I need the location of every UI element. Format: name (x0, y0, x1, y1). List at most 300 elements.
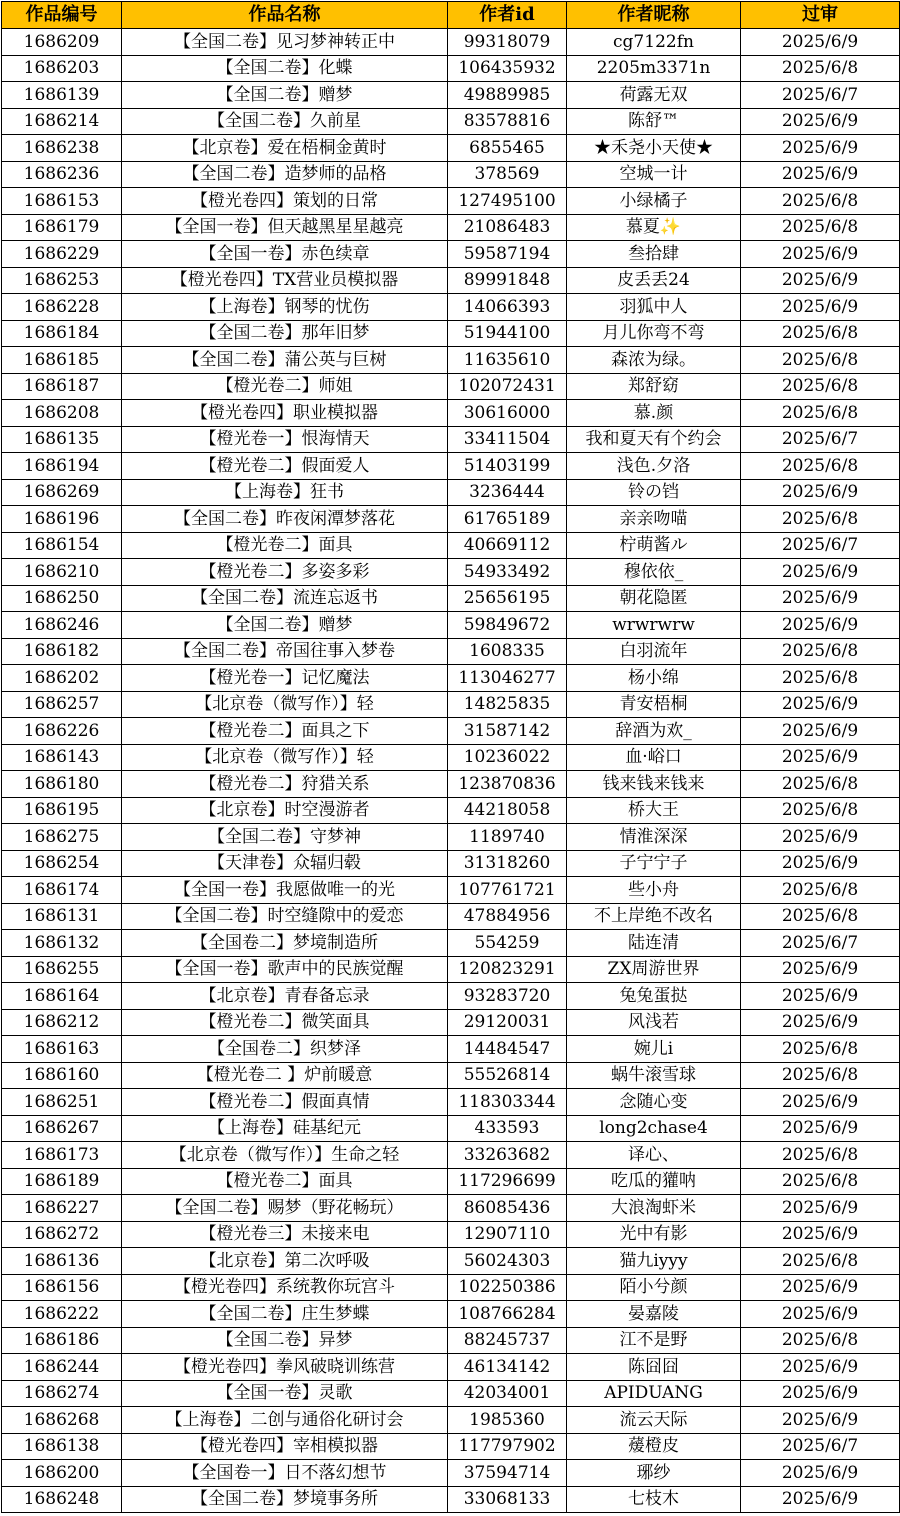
author-id-cell: 106435932 (448, 55, 567, 82)
table-row (2, 771, 900, 798)
work-id-cell: 1686186 (2, 1327, 122, 1354)
work-id-cell: 1686212 (2, 1009, 122, 1036)
work-title-cell: 【全国卷二】织梦泽 (122, 1036, 448, 1063)
author-nickname-cell: 慕夏✨ (567, 214, 741, 241)
author-id-cell: 59587194 (448, 241, 567, 268)
author-id-cell: 102250386 (448, 1274, 567, 1301)
work-title-cell: 【橙光卷二】面具 (122, 1168, 448, 1195)
work-title-cell: 【全国二卷】庄生梦蝶 (122, 1301, 448, 1328)
table-row (2, 930, 900, 957)
header-author-id: 作者id (448, 2, 567, 29)
work-id-cell: 1686238 (2, 135, 122, 162)
author-id-cell: 33263682 (448, 1142, 567, 1169)
work-id-cell: 1686138 (2, 1433, 122, 1460)
work-title-cell: 【全国二卷】异梦 (122, 1327, 448, 1354)
table-row (2, 426, 900, 453)
author-nickname-cell: 光中有影 (567, 1221, 741, 1248)
author-id-cell: 61765189 (448, 506, 567, 533)
table-row (2, 1327, 900, 1354)
author-nickname-cell: 2205m3371n (567, 55, 741, 82)
approved-date-cell: 2025/6/9 (741, 1274, 900, 1301)
approved-date-cell: 2025/6/8 (741, 1036, 900, 1063)
author-nickname-cell: 青安梧桐 (567, 691, 741, 718)
author-id-cell: 54933492 (448, 559, 567, 586)
work-title-cell: 【全国二卷】梦境事务所 (122, 1486, 448, 1513)
table-row (2, 267, 900, 294)
author-id-cell: 127495100 (448, 188, 567, 215)
approved-date-cell: 2025/6/9 (741, 585, 900, 612)
author-nickname-cell: 流云天际 (567, 1407, 741, 1434)
approved-date-cell: 2025/6/8 (741, 797, 900, 824)
author-nickname-cell: 月儿你弯不弯 (567, 320, 741, 347)
work-id-cell: 1686202 (2, 665, 122, 692)
work-id-cell: 1686132 (2, 930, 122, 957)
table-row (2, 1142, 900, 1169)
table-row (2, 55, 900, 82)
approved-date-cell: 2025/6/9 (741, 241, 900, 268)
author-nickname-cell: 钱来钱来钱来 (567, 771, 741, 798)
approved-date-cell: 2025/6/8 (741, 55, 900, 82)
approved-date-cell: 2025/6/9 (741, 824, 900, 851)
work-title-cell: 【橙光卷四】TX营业员模拟器 (122, 267, 448, 294)
table-row (2, 1036, 900, 1063)
header-author-nickname: 作者昵称 (567, 2, 741, 29)
work-title-cell: 【橙光卷四】系统教你玩宫斗 (122, 1274, 448, 1301)
table-row (2, 797, 900, 824)
table-row (2, 506, 900, 533)
author-nickname-cell: 大浪淘虾米 (567, 1195, 741, 1222)
approved-date-cell: 2025/6/9 (741, 1115, 900, 1142)
approved-date-cell: 2025/6/8 (741, 188, 900, 215)
table-row (2, 585, 900, 612)
author-id-cell: 21086483 (448, 214, 567, 241)
author-nickname-cell: 子宁宁子 (567, 850, 741, 877)
table-row (2, 241, 900, 268)
table-row (2, 850, 900, 877)
work-id-cell: 1686253 (2, 267, 122, 294)
work-id-cell: 1686267 (2, 1115, 122, 1142)
approved-date-cell: 2025/6/9 (741, 1486, 900, 1513)
table-row (2, 214, 900, 241)
work-title-cell: 【橙光卷四】职业模拟器 (122, 400, 448, 427)
table-row (2, 532, 900, 559)
approved-date-cell: 2025/6/8 (741, 320, 900, 347)
approved-date-cell: 2025/6/8 (741, 1327, 900, 1354)
author-id-cell: 117797902 (448, 1433, 567, 1460)
author-id-cell: 83578816 (448, 108, 567, 135)
author-id-cell: 120823291 (448, 956, 567, 983)
author-nickname-cell: 蜗牛滚雪球 (567, 1062, 741, 1089)
author-id-cell: 51944100 (448, 320, 567, 347)
author-id-cell: 25656195 (448, 585, 567, 612)
author-id-cell: 56024303 (448, 1248, 567, 1275)
work-title-cell: 【上海卷】二创与通俗化研讨会 (122, 1407, 448, 1434)
author-nickname-cell: 空城一计 (567, 161, 741, 188)
table-row (2, 29, 900, 56)
author-nickname-cell: 羽狐中人 (567, 294, 741, 321)
work-id-cell: 1686272 (2, 1221, 122, 1248)
work-title-cell: 【橙光卷二】师姐 (122, 373, 448, 400)
approved-date-cell: 2025/6/9 (741, 744, 900, 771)
author-id-cell: 107761721 (448, 877, 567, 904)
author-nickname-cell: 亲亲吻喵 (567, 506, 741, 533)
table-row (2, 347, 900, 374)
table-row (2, 135, 900, 162)
table-body (2, 29, 900, 1513)
work-title-cell: 【全国卷二】梦境制造所 (122, 930, 448, 957)
author-id-cell: 88245737 (448, 1327, 567, 1354)
author-nickname-cell: ZX周游世界 (567, 956, 741, 983)
work-id-cell: 1686185 (2, 347, 122, 374)
author-id-cell: 37594714 (448, 1460, 567, 1487)
approved-date-cell: 2025/6/9 (741, 108, 900, 135)
work-id-cell: 1686153 (2, 188, 122, 215)
work-id-cell: 1686244 (2, 1354, 122, 1381)
table-row (2, 1248, 900, 1275)
author-nickname-cell: 叁拾肆 (567, 241, 741, 268)
table-row (2, 877, 900, 904)
approved-date-cell: 2025/6/9 (741, 983, 900, 1010)
author-id-cell: 118303344 (448, 1089, 567, 1116)
work-title-cell: 【北京卷】青春备忘录 (122, 983, 448, 1010)
table-row (2, 1407, 900, 1434)
author-nickname-cell: 浅色.夕洛 (567, 453, 741, 480)
work-title-cell: 【全国二卷】赠梦 (122, 612, 448, 639)
work-title-cell: 【北京卷】时空漫游者 (122, 797, 448, 824)
work-title-cell: 【橙光卷二】面具 (122, 532, 448, 559)
author-nickname-cell: 陌小兮颜 (567, 1274, 741, 1301)
work-title-cell: 【天津卷】众辐归毂 (122, 850, 448, 877)
author-id-cell: 33068133 (448, 1486, 567, 1513)
work-title-cell: 【全国二卷】赠梦 (122, 82, 448, 109)
author-nickname-cell: 江不是野 (567, 1327, 741, 1354)
table-row (2, 108, 900, 135)
author-nickname-cell: 蕿橙皮 (567, 1433, 741, 1460)
author-nickname-cell: 郑舒窈 (567, 373, 741, 400)
author-nickname-cell: 琊纱 (567, 1460, 741, 1487)
work-id-cell: 1686257 (2, 691, 122, 718)
author-id-cell: 86085436 (448, 1195, 567, 1222)
approved-date-cell: 2025/6/8 (741, 1142, 900, 1169)
work-id-cell: 1686248 (2, 1486, 122, 1513)
author-nickname-cell: 铃の铛 (567, 479, 741, 506)
author-id-cell: 113046277 (448, 665, 567, 692)
author-id-cell: 93283720 (448, 983, 567, 1010)
author-id-cell: 33411504 (448, 426, 567, 453)
work-title-cell: 【全国二卷】赐梦（野花畅玩） (122, 1195, 448, 1222)
approved-date-cell: 2025/6/9 (741, 1354, 900, 1381)
author-nickname-cell: ★禾尧小天使★ (567, 135, 741, 162)
author-id-cell: 30616000 (448, 400, 567, 427)
table-row (2, 1089, 900, 1116)
work-id-cell: 1686274 (2, 1380, 122, 1407)
table-row (2, 1115, 900, 1142)
approved-date-cell: 2025/6/9 (741, 1009, 900, 1036)
work-title-cell: 【橙光卷二】微笑面具 (122, 1009, 448, 1036)
table-row (2, 188, 900, 215)
work-id-cell: 1686131 (2, 903, 122, 930)
author-nickname-cell: APIDUANG (567, 1380, 741, 1407)
work-title-cell: 【北京卷（微写作）】生命之轻 (122, 1142, 448, 1169)
approved-date-cell: 2025/6/9 (741, 691, 900, 718)
work-id-cell: 1686156 (2, 1274, 122, 1301)
approved-date-cell: 2025/6/9 (741, 718, 900, 745)
approved-date-cell: 2025/6/9 (741, 1195, 900, 1222)
author-nickname-cell: 晏嘉陵 (567, 1301, 741, 1328)
approved-date-cell: 2025/6/8 (741, 453, 900, 480)
author-id-cell: 31587142 (448, 718, 567, 745)
author-id-cell: 51403199 (448, 453, 567, 480)
author-nickname-cell: 兔兔蛋挞 (567, 983, 741, 1010)
work-title-cell: 【上海卷】硅基纪元 (122, 1115, 448, 1142)
approved-date-cell: 2025/6/8 (741, 903, 900, 930)
author-nickname-cell: cg7122fn (567, 29, 741, 56)
header-row (2, 2, 900, 29)
approved-date-cell: 2025/6/9 (741, 135, 900, 162)
table-row (2, 1009, 900, 1036)
work-id-cell: 1686195 (2, 797, 122, 824)
approved-date-cell: 2025/6/9 (741, 1380, 900, 1407)
approved-date-cell: 2025/6/9 (741, 1089, 900, 1116)
work-id-cell: 1686139 (2, 82, 122, 109)
work-title-cell: 【北京卷】爱在梧桐金黄时 (122, 135, 448, 162)
work-title-cell: 【全国一卷】但天越黑星星越亮 (122, 214, 448, 241)
header-approved-date: 过审 (741, 2, 900, 29)
approved-date-cell: 2025/6/7 (741, 1433, 900, 1460)
work-title-cell: 【橙光卷二】面具之下 (122, 718, 448, 745)
work-title-cell: 【橙光卷一】恨海情天 (122, 426, 448, 453)
work-id-cell: 1686268 (2, 1407, 122, 1434)
work-id-cell: 1686164 (2, 983, 122, 1010)
work-title-cell: 【全国一卷】歌声中的民族觉醒 (122, 956, 448, 983)
work-title-cell: 【全国二卷】那年旧梦 (122, 320, 448, 347)
approved-date-cell: 2025/6/9 (741, 1407, 900, 1434)
approved-date-cell: 2025/6/8 (741, 771, 900, 798)
author-id-cell: 59849672 (448, 612, 567, 639)
author-id-cell: 554259 (448, 930, 567, 957)
work-title-cell: 【橙光卷四】策划的日常 (122, 188, 448, 215)
work-title-cell: 【全国一卷】灵歌 (122, 1380, 448, 1407)
work-title-cell: 【全国一卷】我愿做唯一的光 (122, 877, 448, 904)
approved-date-cell: 2025/6/8 (741, 400, 900, 427)
author-nickname-cell: 柠萌酱ル (567, 532, 741, 559)
work-title-cell: 【橙光卷二】多姿多彩 (122, 559, 448, 586)
author-id-cell: 40669112 (448, 532, 567, 559)
approved-date-cell: 2025/6/9 (741, 956, 900, 983)
work-id-cell: 1686254 (2, 850, 122, 877)
work-id-cell: 1686154 (2, 532, 122, 559)
author-id-cell: 11635610 (448, 347, 567, 374)
work-title-cell: 【全国二卷】时空缝隙中的爱恋 (122, 903, 448, 930)
work-id-cell: 1686174 (2, 877, 122, 904)
approved-date-cell: 2025/6/9 (741, 479, 900, 506)
work-id-cell: 1686228 (2, 294, 122, 321)
author-nickname-cell: 血·峪口 (567, 744, 741, 771)
author-nickname-cell: 吃瓜的獾呐 (567, 1168, 741, 1195)
table-row (2, 612, 900, 639)
table-row (2, 1354, 900, 1381)
author-id-cell: 29120031 (448, 1009, 567, 1036)
author-nickname-cell: 陈囧囧 (567, 1354, 741, 1381)
author-id-cell: 49889985 (448, 82, 567, 109)
work-title-cell: 【全国二卷】蒲公英与巨树 (122, 347, 448, 374)
approved-date-cell: 2025/6/9 (741, 612, 900, 639)
work-title-cell: 【北京卷（微写作）】轻 (122, 744, 448, 771)
approved-date-cell: 2025/6/9 (741, 267, 900, 294)
author-nickname-cell: 情淮深深 (567, 824, 741, 851)
work-id-cell: 1686189 (2, 1168, 122, 1195)
approved-date-cell: 2025/6/8 (741, 1248, 900, 1275)
work-title-cell: 【全国二卷】造梦师的品格 (122, 161, 448, 188)
work-id-cell: 1686214 (2, 108, 122, 135)
work-id-cell: 1686227 (2, 1195, 122, 1222)
approved-date-cell: 2025/6/9 (741, 1221, 900, 1248)
work-id-cell: 1686194 (2, 453, 122, 480)
work-id-cell: 1686163 (2, 1036, 122, 1063)
author-nickname-cell: 些小舟 (567, 877, 741, 904)
table-row (2, 718, 900, 745)
author-id-cell: 1985360 (448, 1407, 567, 1434)
approved-date-cell: 2025/6/9 (741, 850, 900, 877)
table-row (2, 1168, 900, 1195)
approved-date-cell: 2025/6/7 (741, 82, 900, 109)
author-id-cell: 1189740 (448, 824, 567, 851)
work-title-cell: 【北京卷】第二次呼吸 (122, 1248, 448, 1275)
author-id-cell: 55526814 (448, 1062, 567, 1089)
work-title-cell: 【橙光卷二】假面爱人 (122, 453, 448, 480)
approved-date-cell: 2025/6/9 (741, 294, 900, 321)
work-id-cell: 1686275 (2, 824, 122, 851)
table-row (2, 294, 900, 321)
table-row (2, 691, 900, 718)
work-title-cell: 【橙光卷一】记忆魔法 (122, 665, 448, 692)
work-id-cell: 1686203 (2, 55, 122, 82)
work-id-cell: 1686251 (2, 1089, 122, 1116)
author-id-cell: 102072431 (448, 373, 567, 400)
work-id-cell: 1686226 (2, 718, 122, 745)
work-id-cell: 1686143 (2, 744, 122, 771)
work-title-cell: 【全国二卷】见习梦神转正中 (122, 29, 448, 56)
table-row (2, 1460, 900, 1487)
approved-date-cell: 2025/6/8 (741, 665, 900, 692)
work-title-cell: 【全国二卷】久前星 (122, 108, 448, 135)
header-work-id: 作品编号 (2, 2, 122, 29)
author-id-cell: 31318260 (448, 850, 567, 877)
author-id-cell: 44218058 (448, 797, 567, 824)
work-id-cell: 1686136 (2, 1248, 122, 1275)
work-title-cell: 【北京卷（微写作）】轻 (122, 691, 448, 718)
author-id-cell: 47884956 (448, 903, 567, 930)
author-nickname-cell: 七枝木 (567, 1486, 741, 1513)
work-id-cell: 1686236 (2, 161, 122, 188)
work-id-cell: 1686209 (2, 29, 122, 56)
work-id-cell: 1686255 (2, 956, 122, 983)
approved-date-cell: 2025/6/8 (741, 1062, 900, 1089)
author-id-cell: 117296699 (448, 1168, 567, 1195)
table-row (2, 744, 900, 771)
approved-date-cell: 2025/6/8 (741, 638, 900, 665)
author-id-cell: 14825835 (448, 691, 567, 718)
work-title-cell: 【橙光卷三】未接来电 (122, 1221, 448, 1248)
work-id-cell: 1686173 (2, 1142, 122, 1169)
author-nickname-cell: 译心、 (567, 1142, 741, 1169)
works-table (1, 1, 900, 1513)
approved-date-cell: 2025/6/8 (741, 373, 900, 400)
author-id-cell: 46134142 (448, 1354, 567, 1381)
work-title-cell: 【全国二卷】流连忘返书 (122, 585, 448, 612)
table-row (2, 638, 900, 665)
table-row (2, 1301, 900, 1328)
author-nickname-cell: 荷露无双 (567, 82, 741, 109)
author-id-cell: 99318079 (448, 29, 567, 56)
work-id-cell: 1686179 (2, 214, 122, 241)
approved-date-cell: 2025/6/9 (741, 29, 900, 56)
author-nickname-cell: 森浓为绿。 (567, 347, 741, 374)
table-row (2, 983, 900, 1010)
author-id-cell: 42034001 (448, 1380, 567, 1407)
table-row (2, 824, 900, 851)
table-row (2, 400, 900, 427)
work-id-cell: 1686180 (2, 771, 122, 798)
work-title-cell: 【橙光卷四】拳风破晓训练营 (122, 1354, 448, 1381)
author-id-cell: 123870836 (448, 771, 567, 798)
table-row (2, 956, 900, 983)
author-nickname-cell: long2chase4 (567, 1115, 741, 1142)
author-nickname-cell: 朝花隐匿 (567, 585, 741, 612)
work-title-cell: 【全国卷一】日不落幻想节 (122, 1460, 448, 1487)
table-row (2, 82, 900, 109)
work-id-cell: 1686269 (2, 479, 122, 506)
author-nickname-cell: 辞酒为欢_ (567, 718, 741, 745)
work-title-cell: 【全国二卷】化蝶 (122, 55, 448, 82)
author-nickname-cell: 穆依依_ (567, 559, 741, 586)
table-row (2, 453, 900, 480)
approved-date-cell: 2025/6/9 (741, 161, 900, 188)
approved-date-cell: 2025/6/9 (741, 1460, 900, 1487)
table-row (2, 373, 900, 400)
author-nickname-cell: 不上岸绝不改名 (567, 903, 741, 930)
work-title-cell: 【全国二卷】守梦神 (122, 824, 448, 851)
author-nickname-cell: 桥大王 (567, 797, 741, 824)
author-nickname-cell: 慕.颜 (567, 400, 741, 427)
approved-date-cell: 2025/6/9 (741, 1301, 900, 1328)
author-nickname-cell: 念随心变 (567, 1089, 741, 1116)
table-row (2, 1380, 900, 1407)
work-id-cell: 1686200 (2, 1460, 122, 1487)
work-id-cell: 1686208 (2, 400, 122, 427)
author-nickname-cell: 陈舒™ (567, 108, 741, 135)
table-row (2, 479, 900, 506)
work-title-cell: 【全国二卷】帝国往事入梦卷 (122, 638, 448, 665)
header-work-title: 作品名称 (122, 2, 448, 29)
approved-date-cell: 2025/6/7 (741, 426, 900, 453)
work-title-cell: 【全国二卷】昨夜闲潭梦落花 (122, 506, 448, 533)
approved-date-cell: 2025/6/8 (741, 1168, 900, 1195)
author-id-cell: 89991848 (448, 267, 567, 294)
work-id-cell: 1686196 (2, 506, 122, 533)
author-nickname-cell: 小绿橘子 (567, 188, 741, 215)
table-row (2, 161, 900, 188)
work-title-cell: 【上海卷】钢琴的忧伤 (122, 294, 448, 321)
table-row (2, 1433, 900, 1460)
work-id-cell: 1686184 (2, 320, 122, 347)
approved-date-cell: 2025/6/9 (741, 559, 900, 586)
table-row (2, 320, 900, 347)
table-row (2, 903, 900, 930)
author-nickname-cell: 猫九iyyy (567, 1248, 741, 1275)
approved-date-cell: 2025/6/8 (741, 214, 900, 241)
approved-date-cell: 2025/6/8 (741, 506, 900, 533)
